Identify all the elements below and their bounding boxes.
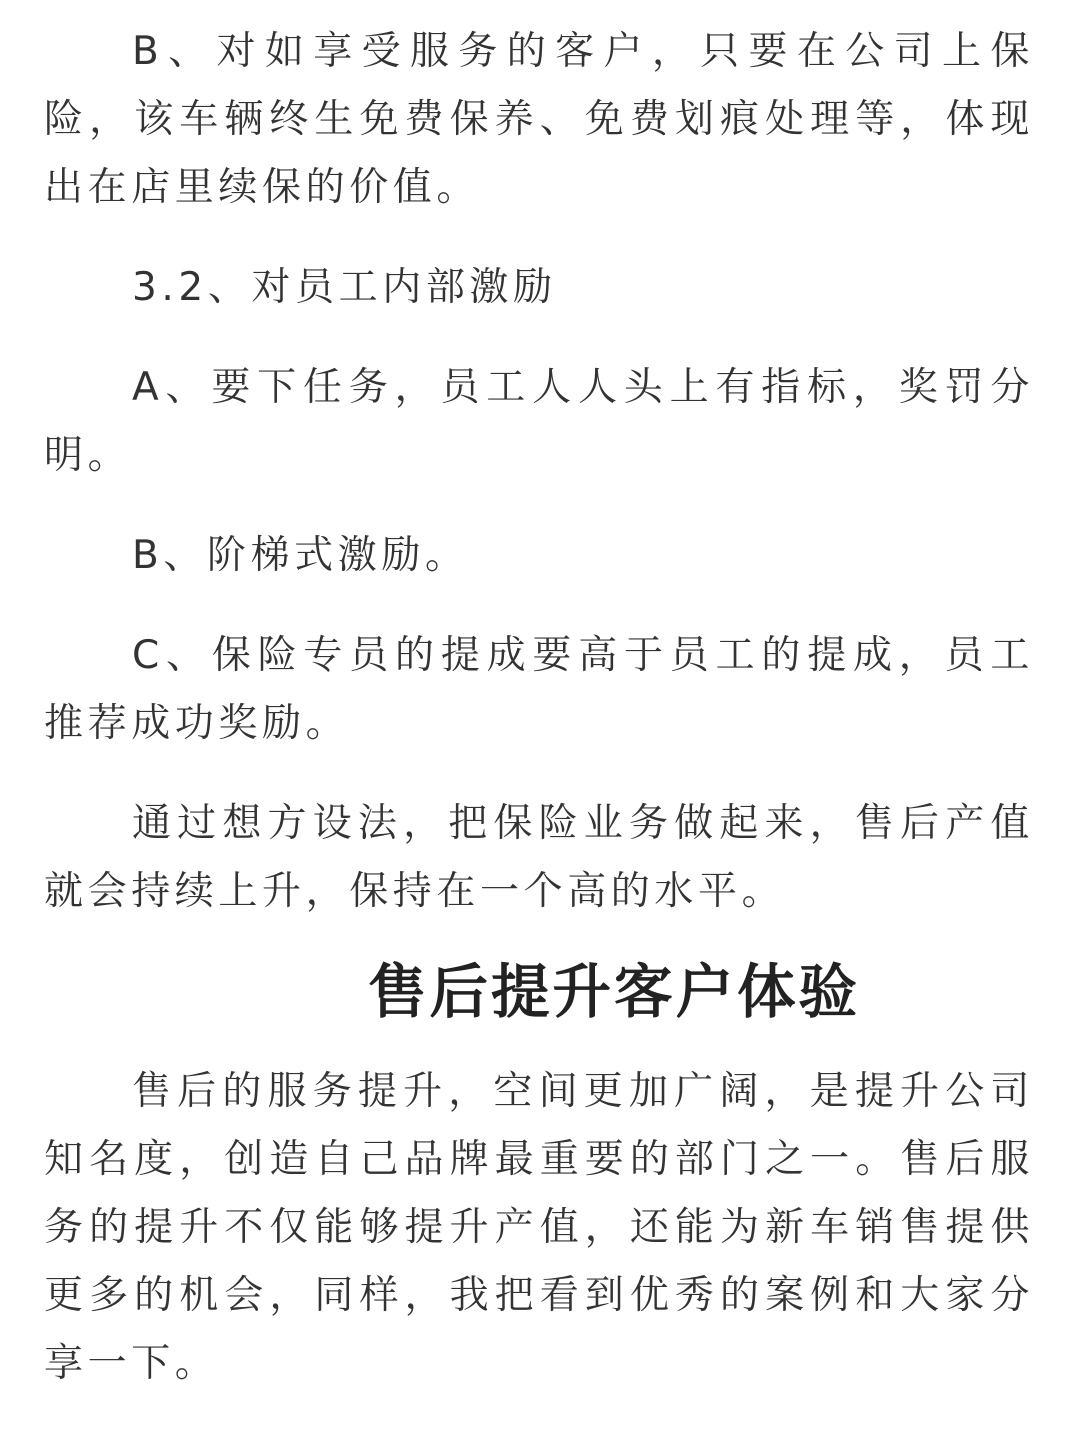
paragraph-staff-incentive-title: 3.2、对员工内部激励 xyxy=(132,265,557,310)
paragraph-conclusion: 通过想方设法，把保险业务做起来，售后产值就会持续上升，保持在一个高的水平。 xyxy=(44,801,1034,914)
section-heading: 售后提升客户体验 xyxy=(367,958,860,1026)
paragraph-commission: C、保险专员的提成要高于员工的提成，员工推荐成功奖励。 xyxy=(44,633,1034,746)
paragraph-vip-customer-service: B、对如享受服务的客户，只要在公司上保险，该车辆终生免费保养、免费划痕处理等，体现出在店里续保的价值。 xyxy=(44,29,1034,210)
paragraph-task-targets: A、要下任务，员工人人头上有指标，奖罚分明。 xyxy=(44,365,1034,478)
paragraph-tiered-incentive: B、阶梯式激励。 xyxy=(132,533,469,578)
article-body xyxy=(44,18,1034,1430)
paragraph-after-sales-service: 售后的服务提升，空间更加广阔，是提升公司知名度，创造自己品牌最重要的部门之一。售后服务的提升不仅能够提升产值，还能为新车销售提供更多的机会，同样，我把看到优秀的案例和大家分享一下。 xyxy=(44,1069,1034,1386)
